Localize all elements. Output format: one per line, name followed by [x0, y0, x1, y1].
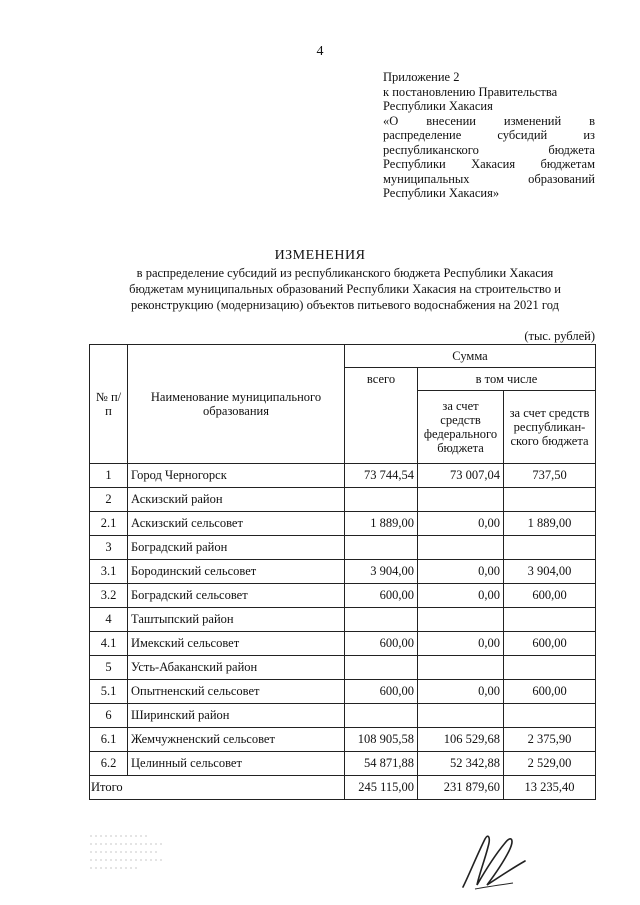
page-number: 4 — [316, 44, 324, 59]
table-row — [90, 536, 596, 560]
row-number: 6.2 — [90, 752, 128, 776]
row-total: 600,00 — [345, 632, 418, 656]
table-row — [90, 680, 596, 704]
row-total: 3 904,00 — [345, 560, 418, 584]
header-sum: Сумма — [345, 345, 596, 368]
row-number: 4.1 — [90, 632, 128, 656]
appendix-line: распределение субсидий из — [383, 128, 595, 142]
row-name: Имекский сельсовет — [128, 632, 345, 656]
row-federal: 0,00 — [418, 560, 504, 584]
row-name: Усть-Абаканский район — [128, 656, 345, 680]
row-number: 3.1 — [90, 560, 128, 584]
row-total: 54 871,88 — [345, 752, 418, 776]
row-name: Ширинский район — [128, 704, 345, 728]
subtitle-line: бюджетам муниципальных образований Республики Хакасия на строительство и — [129, 282, 561, 296]
table-row — [90, 608, 596, 632]
row-federal: 0,00 — [418, 680, 504, 704]
table-row — [90, 728, 596, 752]
table-row — [90, 512, 596, 536]
row-republic: 600,00 — [504, 680, 596, 704]
row-total — [345, 704, 418, 728]
table-row — [90, 752, 596, 776]
stamp-mark — [88, 832, 168, 874]
row-name: Город Черногорск — [128, 464, 345, 488]
summary-federal: 231 879,60 — [418, 776, 504, 800]
header-including: в том числе — [418, 368, 596, 391]
header-num: № п/п — [90, 345, 128, 464]
row-republic — [504, 488, 596, 512]
row-name: Аскизский сельсовет — [128, 512, 345, 536]
row-republic: 737,50 — [504, 464, 596, 488]
row-federal — [418, 488, 504, 512]
appendix-line: республиканского бюджета — [383, 142, 595, 157]
subtitle-line: в распределение субсидий из республиканского бюджета Республики Хакасия — [136, 266, 554, 280]
row-federal: 0,00 — [418, 512, 504, 536]
row-federal: 73 007,04 — [418, 464, 504, 488]
appendix-line: Республики Хакасия» — [383, 186, 500, 200]
row-federal: 0,00 — [418, 584, 504, 608]
row-number: 6.1 — [90, 728, 128, 752]
row-republic — [504, 656, 596, 680]
row-number: 2 — [90, 488, 128, 512]
row-federal: 0,00 — [418, 632, 504, 656]
row-total — [345, 488, 418, 512]
subtitle-line: реконструкцию (модернизацию) объектов питьевого водоснабжения на 2021 год — [130, 298, 559, 312]
row-number: 6 — [90, 704, 128, 728]
row-total — [345, 656, 418, 680]
row-federal — [418, 656, 504, 680]
row-number: 5 — [90, 656, 128, 680]
row-total — [345, 608, 418, 632]
row-republic: 1 889,00 — [504, 512, 596, 536]
header-name: Наименование муниципального образования — [128, 345, 345, 464]
row-number: 3.2 — [90, 584, 128, 608]
row-republic — [504, 536, 596, 560]
appendix-block — [383, 70, 595, 201]
row-name: Целинный сельсовет — [128, 752, 345, 776]
row-name: Бородинский сельсовет — [128, 560, 345, 584]
row-republic: 600,00 — [504, 632, 596, 656]
signature — [455, 825, 535, 895]
table-row — [90, 464, 596, 488]
row-federal — [418, 608, 504, 632]
summary-row — [90, 776, 596, 800]
row-total — [345, 536, 418, 560]
row-total: 73 744,54 — [345, 464, 418, 488]
table-row — [90, 632, 596, 656]
row-republic — [504, 608, 596, 632]
table-row — [90, 488, 596, 512]
summary-total: 245 115,00 — [345, 776, 418, 800]
row-name: Боградский сельсовет — [128, 584, 345, 608]
appendix-line: «О внесении изменений в — [383, 113, 595, 128]
appendix-line: Республики Хакасия — [383, 99, 493, 113]
row-name: Боградский район — [128, 536, 345, 560]
header-republic: за счет средств республикан-ского бюджета — [504, 391, 596, 464]
summary-label: Итого — [90, 776, 345, 800]
row-number: 1 — [90, 464, 128, 488]
row-republic: 3 904,00 — [504, 560, 596, 584]
row-republic: 2 375,90 — [504, 728, 596, 752]
appendix-line: Приложение 2 — [383, 70, 460, 84]
row-federal — [418, 536, 504, 560]
row-name: Опытненский сельсовет — [128, 680, 345, 704]
appendix-line: муниципальных образований — [383, 171, 595, 186]
appendix-line: Республики Хакасия бюджетам — [383, 157, 595, 171]
row-number: 5.1 — [90, 680, 128, 704]
row-federal — [418, 704, 504, 728]
row-name: Таштыпский район — [128, 608, 345, 632]
table-row — [90, 560, 596, 584]
row-name: Жемчужненский сельсовет — [128, 728, 345, 752]
header-federal: за счет средств федерального бюджета — [418, 391, 504, 464]
row-republic: 600,00 — [504, 584, 596, 608]
row-republic — [504, 704, 596, 728]
document-subtitle — [90, 265, 600, 313]
subsidy-table — [89, 344, 596, 800]
row-republic: 2 529,00 — [504, 752, 596, 776]
row-number: 2.1 — [90, 512, 128, 536]
document-title: ИЗМЕНЕНИЯ — [274, 248, 366, 263]
row-number: 3 — [90, 536, 128, 560]
row-total: 600,00 — [345, 680, 418, 704]
table-row — [90, 656, 596, 680]
row-name: Аскизский район — [128, 488, 345, 512]
summary-republic: 13 235,40 — [504, 776, 596, 800]
appendix-line: к постановлению Правительства — [383, 84, 558, 99]
header-total: всего — [345, 368, 418, 464]
unit-label: (тыс. рублей) — [524, 329, 595, 343]
row-total: 108 905,58 — [345, 728, 418, 752]
row-federal: 52 342,88 — [418, 752, 504, 776]
table-row — [90, 704, 596, 728]
row-total: 1 889,00 — [345, 512, 418, 536]
row-federal: 106 529,68 — [418, 728, 504, 752]
table-row — [90, 584, 596, 608]
row-total: 600,00 — [345, 584, 418, 608]
row-number: 4 — [90, 608, 128, 632]
